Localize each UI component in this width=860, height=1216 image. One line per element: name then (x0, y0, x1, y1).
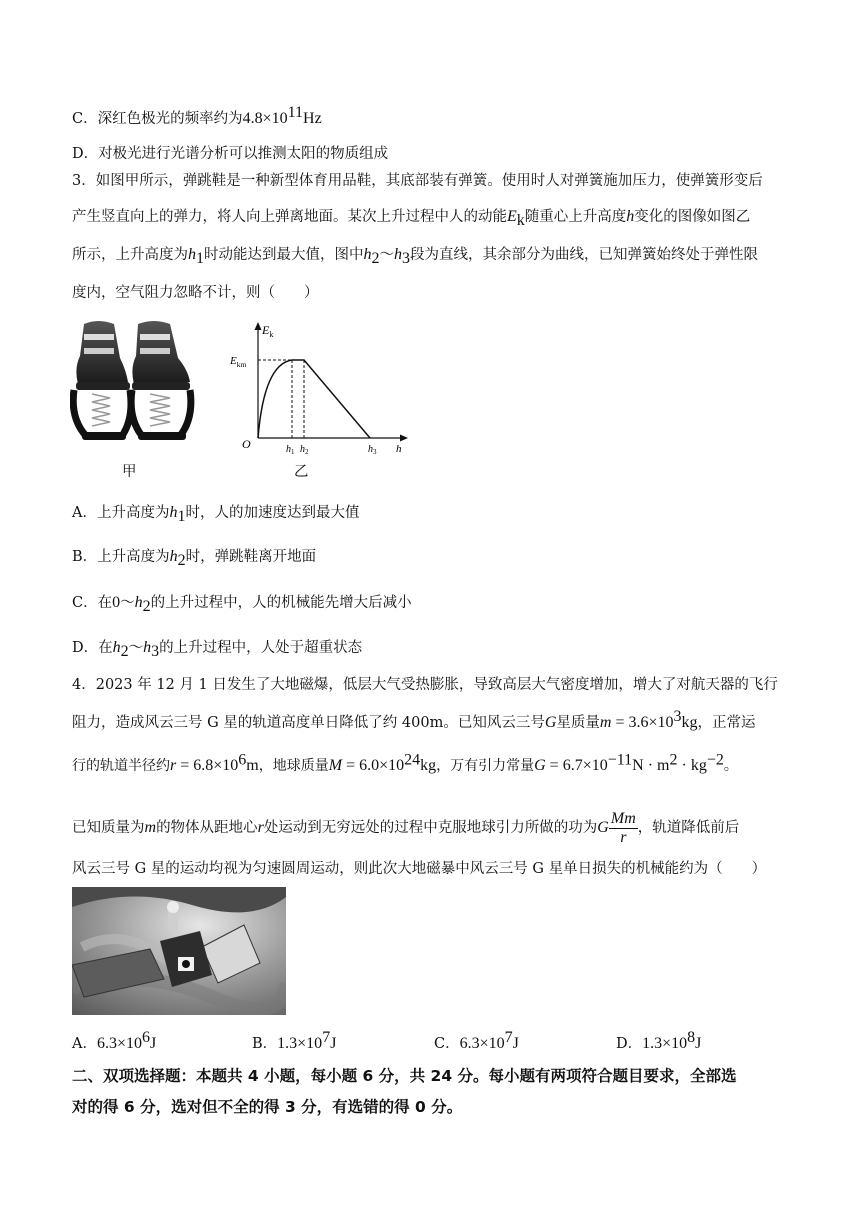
work-fraction: $\frac{Mm}{r}$ (610, 809, 636, 846)
section2-heading-line1: 二、双项选择题：本题共 4 小题，每小题 6 分，共 24 分。每小题有两项符合题目要求，全部选 (72, 1067, 737, 1085)
q3-option-c: C．在$0\sim h_2$的上升过程中，人的机械能先增大后减小 (72, 594, 412, 615)
x-axis-label: h (396, 443, 402, 455)
q3-option-b: B．上升高度为$h_2$时，弹跳鞋离开地面 (72, 548, 317, 569)
right-shoe-icon (131, 321, 191, 440)
q4-stem-line4: 已知质量为m的物体从距地心r处运动到无穷远处的过程中克服地球引力所做的功为G $\frac{Mm}{r}$ ，轨道降低前后 (72, 809, 740, 846)
q4-stem-line2: 阻力，造成风云三号 G 星的轨道高度单日降低了约 400m。已知风云三号G星质量$m = 3.6\times 10^3kg$，正常运 (72, 708, 756, 731)
tick-h1: $h_1$ (286, 444, 295, 456)
y-axis-arrow-icon (255, 322, 262, 330)
q4-option-c: C．$6.3\times 10^7J$ (434, 1029, 519, 1052)
y-axis-label: $E_k$ (262, 323, 274, 339)
ek-curve (258, 360, 370, 438)
q3-stem-line1: 3．如图甲所示，弹跳鞋是一种新型体育用品鞋，其底部装有弹簧。使用时人对弹簧施加压力，使弹簧形变后 (72, 173, 763, 189)
q4-stem-line5: 风云三号 G 星的运动均视为匀速圆周运动，则此次大地磁暴中风云三号 G 星单日损失的机械能约为（ ） (72, 861, 767, 877)
ekm-label: $E_{km}$ (230, 355, 247, 369)
q3-stem-line3: 所示，上升高度为$h_1$时动能达到最大值，图中$h_2\sim h_3$段为直线，其余部分为曲线，已知弹簧始终处于弹性限 (72, 246, 758, 267)
q4-stem-line3: 行的轨道半径约$r = 6.8\times 10^6m$，地球质量$M = 6.0\times 10^{24}kg$，万有引力常量$G = 6.7\times 10^{-11}N \cdot m^2 \cdot kg^{-2}$。 (72, 751, 738, 774)
tick-h2: $h_2$ (300, 444, 309, 456)
x-axis-arrow-icon (400, 435, 408, 442)
jump-shoes-figure (70, 318, 200, 450)
q4-option-a: A．$6.3\times 10^6J$ (72, 1029, 157, 1052)
q2-option-c: C．深红色极光的频率约为$4.8\times 10^{11}Hz$ (72, 104, 322, 127)
q3-stem-line2: 产生竖直向上的弹力，将人向上弹离地面。某次上升过程中人的动能$E_k$随重心上升高度h变化的图像如图乙 (72, 208, 751, 229)
left-shoe-icon (73, 321, 131, 440)
tick-h3: $h_3$ (368, 444, 377, 456)
q3-stem-line4: 度内，空气阻力忽略不计，则（ ） (72, 285, 319, 301)
origin-label: O (242, 437, 251, 451)
q3-option-d: D．在$h_2\sim h_3$的上升过程中，人处于超重状态 (72, 639, 363, 660)
q2-option-d: D．对极光进行光谱分析可以推测太阳的物质组成 (72, 146, 389, 162)
figure-jia-caption: 甲 (122, 464, 137, 480)
figure-yi-caption: 乙 (294, 464, 309, 480)
satellite-photo (72, 887, 286, 1015)
section2-heading-line2: 对的得 6 分，选对但不全的得 3 分，有选错的得 0 分。 (72, 1098, 463, 1116)
q3-option-a: A．上升高度为$h_1$时，人的加速度达到最大值 (72, 504, 360, 525)
q4-option-d: D．$1.3\times 10^8J$ (616, 1029, 702, 1052)
ek-h-graph (228, 320, 414, 460)
q4-stem-line1: 4．2023 年 12 月 1 日发生了大地磁爆，低层大气受热膨胀，导致高层大气密度增加，增大了对航天器的飞行 (72, 677, 778, 693)
q4-option-b: B．$1.3\times 10^7J$ (252, 1029, 337, 1052)
